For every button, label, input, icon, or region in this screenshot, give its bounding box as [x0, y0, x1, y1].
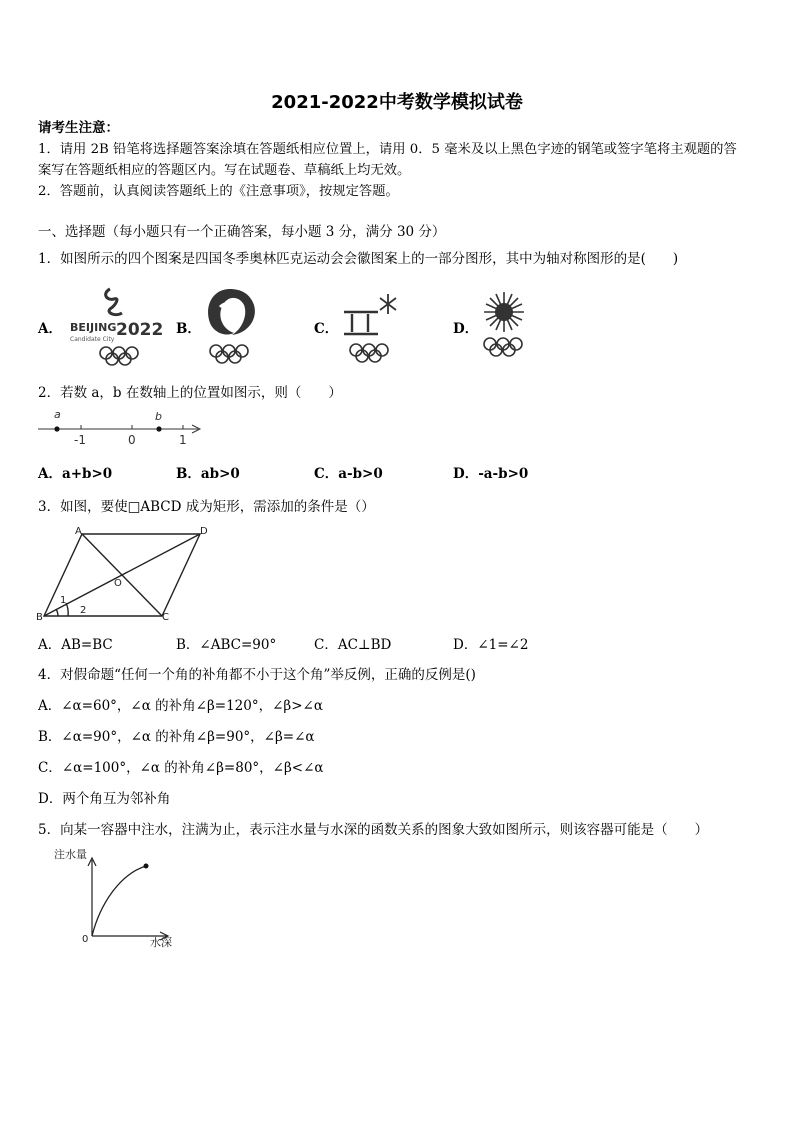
origin-label: 0 — [82, 934, 89, 945]
angle-1-arc — [56, 609, 58, 616]
q4-stem: 4．对假命题“任何一个角的补角都不小于这个角”举反例，正确的反例是() — [38, 667, 476, 683]
olympic-rings-icon — [350, 344, 388, 362]
curve — [92, 866, 146, 936]
star-shape-icon — [380, 294, 396, 314]
q1-option-c-logo — [340, 292, 406, 367]
label-b: b — [155, 410, 162, 423]
q4-option-a: A．∠α=60°，∠α 的补角∠β=120°，∠β>∠α — [38, 698, 323, 714]
notice-heading: 请考生注意： — [38, 120, 119, 136]
gate-shape-icon — [344, 312, 378, 334]
q1-option-a-label: A． — [38, 321, 62, 337]
q3-option-a: A．AB=BC — [38, 637, 113, 653]
label-a: a — [54, 408, 61, 421]
tick-label-0: 0 — [128, 433, 136, 447]
point-b — [156, 426, 161, 431]
q3-option-c: C．AC⊥BD — [314, 637, 392, 653]
tick-label-neg1: -1 — [74, 433, 86, 447]
q5-graph — [50, 844, 180, 950]
y-axis-label: 注水量 — [54, 848, 87, 861]
q4-option-d: D．两个角互为邻补角 — [38, 791, 171, 807]
q2-option-c: C．a-b>0 — [314, 466, 383, 482]
notice-line-2: 2．答题前，认真阅读答题纸上的《注意事项》，按规定答题。 — [38, 184, 399, 199]
logo-year-text: 2022 — [116, 320, 164, 340]
notice-line-1a: 1．请用 2B 铅笔将选择题答案涂填在答题纸相应位置上，请用 0．5 毫米及以上黑色字迹的钢笔或签字笔将主观题的答 — [38, 142, 737, 157]
vertex-c-label: C — [162, 612, 169, 623]
notice-line-1b: 案写在答题纸相应的答题区内。写在试题卷、草稿纸上均无效。 — [38, 163, 411, 178]
q2-option-a: A．a+b>0 — [38, 466, 113, 482]
q3-parallelogram-figure — [34, 524, 214, 624]
q3-option-d: D．∠1=∠2 — [453, 637, 529, 653]
q3-option-b: B．∠ABC=90° — [176, 637, 277, 653]
q1-option-b-logo — [200, 285, 262, 367]
tick-label-1: 1 — [179, 433, 187, 447]
q1-option-d-label: D． — [453, 321, 479, 337]
q4-option-b: B．∠α=90°，∠α 的补角∠β=90°，∠β=∠α — [38, 729, 315, 745]
dragon-stroke-icon — [106, 289, 122, 315]
olympic-rings-icon — [100, 347, 138, 365]
x-axis-label: 水深 — [150, 936, 172, 949]
diagonal-bd — [44, 534, 200, 616]
q1-option-b-label: B． — [176, 321, 201, 337]
q2-option-b: B．ab>0 — [176, 466, 240, 482]
angle-1-label: 1 — [60, 595, 67, 606]
olympic-rings-icon — [210, 345, 248, 363]
q3-stem: 3．如图，要使□ABCD 成为矩形，需添加的条件是（） — [38, 499, 375, 515]
q1-stem: 1．如图所示的四个图案是四国冬季奥林匹克运动会会徽图案上的一部分图形，其中为轴对称图形的是( ) — [38, 251, 679, 267]
vertex-d-label: D — [200, 526, 208, 537]
angle-2-label: 2 — [80, 605, 87, 616]
q2-stem: 2．若数 a，b 在数轴上的位置如图示，则（ ） — [38, 385, 342, 401]
q2-number-line — [36, 404, 206, 448]
end-point — [144, 864, 149, 869]
logo-sub-text: Candidate City — [70, 336, 115, 343]
center-o-label: O — [114, 578, 122, 589]
olympic-rings-icon — [484, 338, 522, 356]
vertex-b-label: B — [36, 612, 43, 623]
q1-option-c-label: C． — [314, 321, 339, 337]
q5-stem: 5．向某一容器中注水，注满为止，表示注水量与水深的函数关系的图象大致如图所示，则该容器可能是（ ） — [38, 822, 709, 838]
point-a — [54, 426, 59, 431]
q4-option-c: C．∠α=100°，∠α 的补角∠β=80°，∠β<∠α — [38, 760, 324, 776]
vertex-a-label: A — [75, 526, 82, 537]
q1-option-d-logo — [478, 290, 532, 360]
logo-beijing-text: BEIJING — [70, 321, 117, 334]
page-title: 2021-2022中考数学模拟试卷 — [271, 92, 523, 113]
q2-option-d: D．-a-b>0 — [453, 466, 529, 482]
section-heading: 一、选择题（每小题只有一个正确答案，每小题 3 分，满分 30 分） — [38, 224, 446, 240]
q1-option-a-logo — [66, 283, 164, 367]
